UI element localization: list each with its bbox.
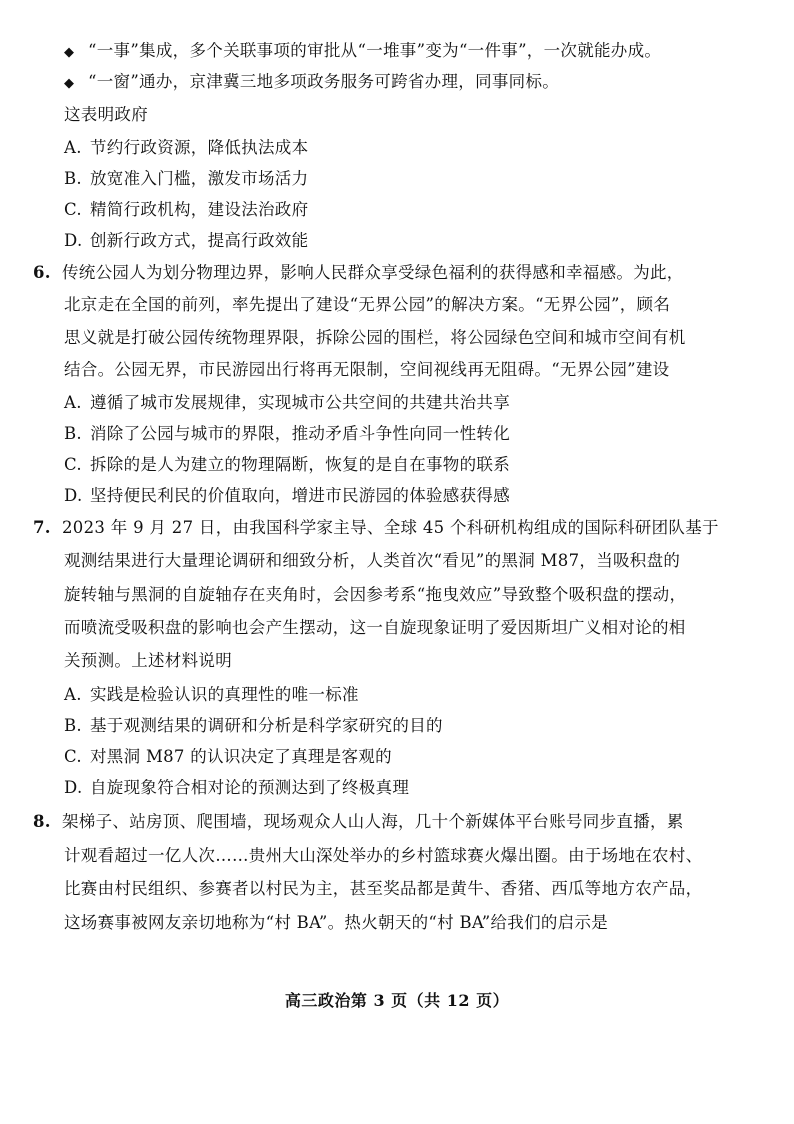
q8-stem-line: 这场赛事被网友亲切地称为“村 BA”。热火朝天的“村 BA”给我们的启示是 xyxy=(64,913,609,932)
q7-stem-line: 观测结果进行大量理论调研和细致分析，人类首次“看见”的黑洞 M87，当吸积盘的 xyxy=(64,551,681,570)
q7-option-a: A. 实践是检验认识的真理性的唯一标准 xyxy=(64,685,359,704)
q5-option-b: B. 放宽准入门槛，激发市场活力 xyxy=(64,169,309,188)
q6-stem-line: 结合。公园无界，市民游园出行将再无限制，空间视线再无阻碍。“无界公园”建设 xyxy=(64,360,670,379)
page-footer: 高三政治第 3 页（共 12 页） xyxy=(284,991,510,1010)
q7-stem-line: 关预测。上述材料说明 xyxy=(64,651,232,670)
q6-stem-line: 传统公园人为划分物理边界，影响人民群众享受绿色福利的获得感和幸福感。为此， xyxy=(62,263,684,282)
q7-stem-line: 旋转轴与黑洞的自旋轴存在夹角时，会因参考系“拖曳效应”导致整个吸积盘的摆动， xyxy=(64,585,687,604)
diamond-bullet-icon: ◆ xyxy=(64,76,75,91)
q5-option-c: C. 精简行政机构，建设法治政府 xyxy=(64,200,309,219)
q7-stem-line: 2023 年 9 月 27 日，由我国科学家主导、全球 45 个科研机构组成的国际科研团队基于 xyxy=(62,518,719,537)
bullet-text: “一窗”通办，京津冀三地多项政务服务可跨省办理，同事同标。 xyxy=(88,72,560,91)
q7-option-b: B. 基于观测结果的调研和分析是科学家研究的目的 xyxy=(64,716,443,735)
q7-stem-line: 而喷流受吸积盘的影响也会产生摆动，这一自旋现象证明了爱因斯坦广义相对论的相 xyxy=(64,618,686,637)
bullet-item xyxy=(64,40,661,64)
q6-option-a: A. 遵循了城市发展规律，实现城市公共空间的共建共治共享 xyxy=(64,393,510,412)
q6-stem-line: 北京走在全国的前列，率先提出了建设“无界公园”的解决方案。“无界公园”，顾名 xyxy=(64,295,671,314)
q7-option-c: C. 对黑洞 M87 的认识决定了真理是客观的 xyxy=(64,747,392,766)
q5-option-a: A. 节约行政资源，降低执法成本 xyxy=(64,138,309,157)
q8-stem-line: 架梯子、站房顶、爬围墙，现场观众人山人海，几十个新媒体平台账号同步直播，累 xyxy=(62,812,684,831)
q8-stem-line: 比赛由村民组织、参赛者以村民为主，甚至奖品都是黄牛、香猪、西瓜等地方农产品， xyxy=(64,879,703,898)
question-6-number: 6. xyxy=(33,263,51,282)
diamond-bullet-icon: ◆ xyxy=(64,45,75,60)
bullet-text: “一事”集成，多个关联事项的审批从“一堆事”变为“一件事”，一次就能办成。 xyxy=(88,41,662,60)
question-7-number: 7. xyxy=(33,518,51,537)
q5-option-d: D. 创新行政方式，提高行政效能 xyxy=(64,231,309,250)
q8-stem-line: 计观看超过一亿人次……贵州大山深处举办的乡村篮球赛火爆出圈。由于场地在农村、 xyxy=(64,846,703,865)
q6-option-c: C. 拆除的是人为建立的物理隔断，恢复的是自在事物的联系 xyxy=(64,455,510,474)
q6-option-b: B. 消除了公园与城市的界限，推动矛盾斗争性向同一性转化 xyxy=(64,424,510,443)
q7-option-d: D. 自旋现象符合相对论的预测达到了终极真理 xyxy=(64,778,410,797)
q6-option-d: D. 坚持便民利民的价值取向，增进市民游园的体验感获得感 xyxy=(64,486,510,505)
question-8-number: 8. xyxy=(33,812,51,831)
question-5-ask: 这表明政府 xyxy=(64,105,148,124)
bullet-item xyxy=(64,71,559,95)
q6-stem-line: 思义就是打破公园传统物理界限，拆除公园的围栏，将公园绿色空间和城市空间有机 xyxy=(64,328,686,347)
